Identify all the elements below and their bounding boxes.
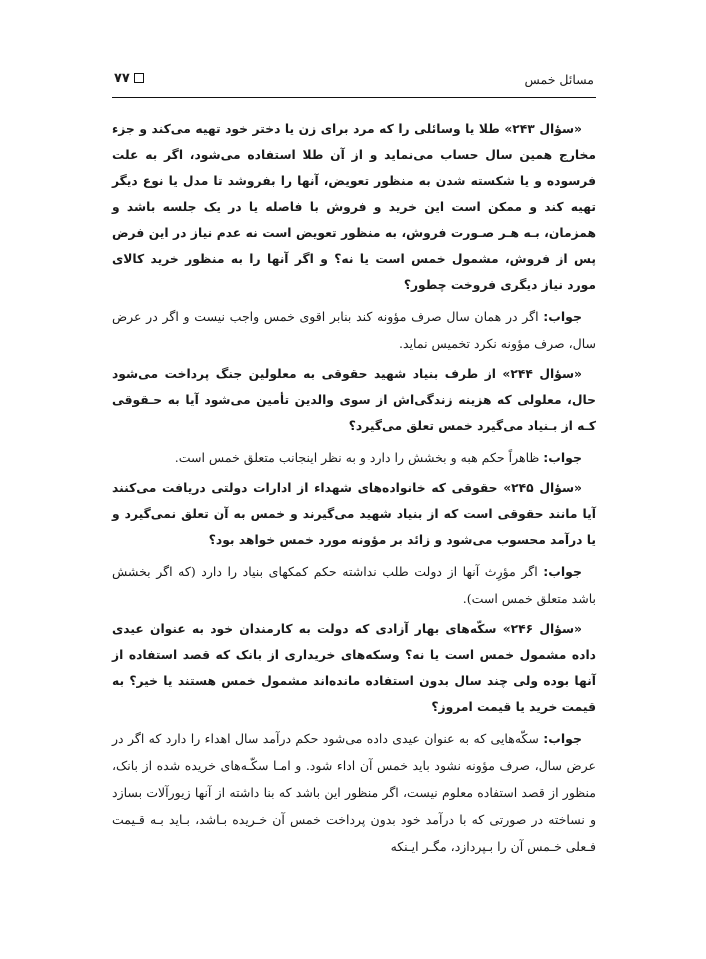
answer-label: جواب: <box>543 731 582 746</box>
header-rule <box>112 97 596 98</box>
question-paragraph: «سؤال ۲۴۵» حقوقی که خانواده‌های شهداء از ادارات دولتی دریافت می‌کنند آیا مانند حقوقی است که از بنیاد شهید می‌گیرند و خمس به آن تعلق نمی‌گیرد و یا درآمد محسوب می‌شود و زائد بر مؤونه مورد خمس خواهد بود؟ <box>112 481 596 547</box>
answer-paragraph <box>112 558 596 612</box>
answer-text: ظاهراً حکم هبه و بخشش را دارد و به نظر اینجانب متعلق خمس است. <box>174 450 544 465</box>
answer-label: جواب: <box>543 564 582 579</box>
answer-label: جواب: <box>543 309 582 324</box>
square-ornament-icon <box>134 73 144 83</box>
page-number: ۷۷ <box>114 71 130 86</box>
answer-paragraph <box>112 725 596 860</box>
answer-label: جواب: <box>543 450 582 465</box>
page-number-block <box>114 71 144 86</box>
running-title: مسائل خمس <box>524 72 594 87</box>
answer-text: اگر مؤرِث آنها از دولت طلب نداشته حکم کمکهای بنیاد را دارد (که اگر بخشش باشد متعلق خمس است). <box>112 564 596 606</box>
question-paragraph: «سؤال ۲۴۴» از طرف بنیاد شهید حقوقی به معلولین جنگ پرداخت می‌شود حال، معلولی که هزینه زندگی‌اش از سوی والدین تأمین می‌شود آیا به حـقوقی کـه از بـنیاد می‌گیرد خمس تعلق می‌گیرد؟ <box>112 367 596 433</box>
answer-text: سکّه‌هایی که به عنوان عیدی داده می‌شود حکم درآمد سال اهداء را دارد که اگر در عرض سال، صرف مؤونه نشود باید خمس آن اداء شود. و امـا سکّـه‌های خریده شده از بانک، منظور از قصد استفاده معلوم نیست، اگر منظور این باشد که بنا داشته از آنها زیورآلات بسازد و نساخته در صورتی که با درآمد خود بدون پرداخت خمس آن خـریده بـاشد، بـاید بـه قـیمت فـعلی خـمس آن را بـپردازد، مگـر ایـنکه <box>112 731 596 854</box>
question-paragraph: «سؤال ۲۴۶» سکّه‌های بهار آزادی که دولت به کارمندان خود به عنوان عیدی داده مشمول خمس است یا نه؟ وسکه‌های خریداری از بانک که قصد استفاده از آنها بوده ولی چند سال بدون استفاده مانده‌اند مشمول خمس هستند یا خیر؟ به قیمت خرید یا قیمت امروز؟ <box>112 622 596 714</box>
page-header <box>112 68 596 94</box>
question-paragraph: «سؤال ۲۴۳» طلا یا وسائلی را که مرد برای زن یا دختر خود تهیه می‌کند و جزء مخارج همین سال حساب می‌نماید و از آن طلا استفاده می‌شود، اگر به علت فرسوده و یا شکسته شدن به منظور تعویض، آنها را بفروشد تا مدل یا نوع دیگر تهیه کند و ممکن است این خرید و فروش با فاصله یا در یک جلسه باشد و همزمان، بـه هـر صـورت فروش، به منظور تعویض است نه عدم نیاز در این فرض پس از فروش، مشمول خمس است یا نه؟ و اگر آنها را به منظور خرید کالای مورد نیاز دیگری فروخت چطور؟ <box>112 122 596 292</box>
answer-paragraph <box>112 444 596 471</box>
page-body <box>112 116 596 864</box>
answer-text: اگر در همان سال صرف مؤونه کند بنابر اقوی خمس واجب نیست و اگر در عرض سال، صرف مؤونه نکرد تخمیس نماید. <box>112 309 596 351</box>
answer-paragraph <box>112 303 596 357</box>
